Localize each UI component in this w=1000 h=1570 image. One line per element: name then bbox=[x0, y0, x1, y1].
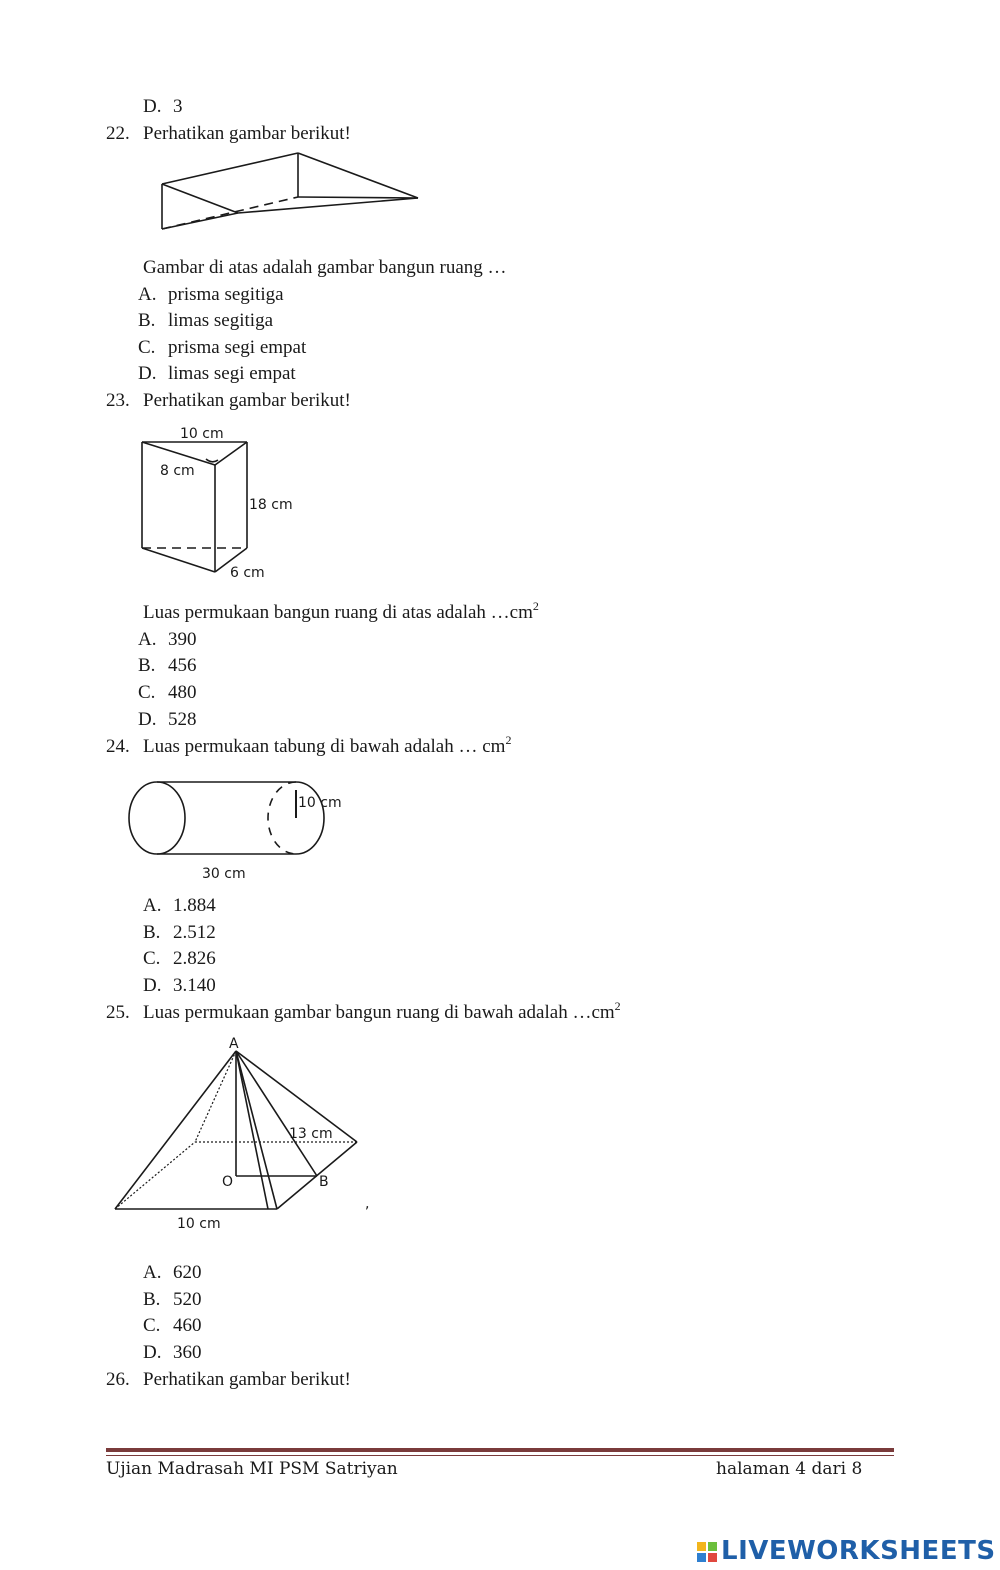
q24-option-d-text: 3.140 bbox=[173, 975, 216, 996]
q23-option-c-letter: C. bbox=[138, 682, 156, 703]
q25-label-base: 10 cm bbox=[177, 1216, 221, 1232]
q24-option-c-letter: C. bbox=[143, 948, 161, 969]
q24-cylinder-figure bbox=[120, 775, 360, 885]
q25-label-point-b: B bbox=[319, 1174, 329, 1190]
q22-option-b-text: limas segitiga bbox=[168, 310, 274, 331]
q22-option-c-text: prisma segi empat bbox=[168, 337, 307, 358]
q23-option-d-text: 528 bbox=[168, 709, 197, 730]
q22-option-d-text: limas segi empat bbox=[168, 363, 296, 384]
footer-school-name: Ujian Madrasah MI PSM Satriyan bbox=[106, 1459, 398, 1479]
q25-label-center: O bbox=[222, 1174, 234, 1190]
footer-rule-thick bbox=[106, 1448, 894, 1452]
q22-prompt: Perhatikan gambar berikut! bbox=[143, 123, 351, 144]
q23-label-height: 18 cm bbox=[249, 497, 293, 513]
q24-number: 24. bbox=[106, 736, 130, 757]
prev-option-d-text: 3 bbox=[173, 96, 183, 117]
q24-option-d-letter: D. bbox=[143, 975, 162, 996]
q23-prism-figure bbox=[130, 420, 310, 585]
q23-label-side: 8 cm bbox=[160, 463, 195, 479]
q25-question bbox=[143, 999, 621, 1023]
q25-option-b-text: 520 bbox=[173, 1289, 202, 1310]
liveworksheets-wordmark: LIVEWORKSHEETS bbox=[721, 1536, 996, 1566]
q25-question-superscript: 2 bbox=[614, 999, 621, 1013]
q24-option-b-letter: B. bbox=[143, 922, 161, 943]
q24-option-b-text: 2.512 bbox=[173, 922, 216, 943]
q23-number: 23. bbox=[106, 390, 130, 411]
q25-option-d-letter: D. bbox=[143, 1342, 162, 1363]
q25-pyramid-figure bbox=[105, 1030, 385, 1235]
q22-option-a-letter: A. bbox=[138, 284, 157, 305]
q23-question bbox=[143, 599, 539, 623]
footer-page-number: halaman 4 dari 8 bbox=[716, 1459, 863, 1479]
q23-option-b-letter: B. bbox=[138, 655, 156, 676]
q26-number: 26. bbox=[106, 1369, 130, 1390]
q23-label-top: 10 cm bbox=[180, 426, 224, 442]
q23-prompt: Perhatikan gambar berikut! bbox=[143, 390, 351, 411]
q25-label-slant: 13 cm bbox=[289, 1126, 333, 1142]
q23-option-a-letter: A. bbox=[138, 629, 157, 650]
q25-number: 25. bbox=[106, 1002, 130, 1023]
q22-question: Gambar di atas adalah gambar bangun ruang … bbox=[143, 257, 507, 278]
q22-option-b-letter: B. bbox=[138, 310, 156, 331]
q25-option-c-text: 460 bbox=[173, 1315, 202, 1336]
q25-label-apex: A bbox=[229, 1036, 239, 1052]
q23-option-d-letter: D. bbox=[138, 709, 157, 730]
q24-question-text: Luas permukaan tabung di bawah adalah … cm bbox=[143, 736, 506, 757]
q24-label-radius: 10 cm bbox=[298, 795, 342, 811]
q25-question-text: Luas permukaan gambar bangun ruang di bawah adalah …cm bbox=[143, 1002, 615, 1023]
q23-option-b-text: 456 bbox=[168, 655, 197, 676]
q22-number: 22. bbox=[106, 123, 130, 144]
q23-label-bottom: 6 cm bbox=[230, 565, 265, 581]
q24-option-c-text: 2.826 bbox=[173, 948, 216, 969]
liveworksheets-brand bbox=[697, 1537, 997, 1565]
q24-option-a-text: 1.884 bbox=[173, 895, 216, 916]
q23-question-text: Luas permukaan bangun ruang di atas adalah …cm bbox=[143, 602, 533, 623]
footer-rule-thin bbox=[106, 1455, 894, 1456]
q23-option-a-text: 390 bbox=[168, 629, 197, 650]
q23-question-superscript: 2 bbox=[532, 599, 539, 613]
q24-question-superscript: 2 bbox=[505, 733, 512, 747]
q23-option-c-text: 480 bbox=[168, 682, 197, 703]
q25-option-a-letter: A. bbox=[143, 1262, 162, 1283]
prev-option-d-letter: D. bbox=[143, 96, 162, 117]
q25-option-c-letter: C. bbox=[143, 1315, 161, 1336]
q25-option-a-text: 620 bbox=[173, 1262, 202, 1283]
liveworksheets-logo-icon bbox=[697, 1542, 717, 1562]
q25-option-d-text: 360 bbox=[173, 1342, 202, 1363]
q22-option-d-letter: D. bbox=[138, 363, 157, 384]
q22-option-c-letter: C. bbox=[138, 337, 156, 358]
q22-option-a-text: prisma segitiga bbox=[168, 284, 284, 305]
q24-label-length: 30 cm bbox=[202, 866, 246, 882]
q25-stray-mark: , bbox=[365, 1196, 370, 1212]
q24-option-a-letter: A. bbox=[143, 895, 162, 916]
q26-prompt: Perhatikan gambar berikut! bbox=[143, 1369, 351, 1390]
q25-option-b-letter: B. bbox=[143, 1289, 161, 1310]
q24-question bbox=[143, 733, 512, 757]
q22-triangular-prism-figure bbox=[150, 145, 430, 240]
